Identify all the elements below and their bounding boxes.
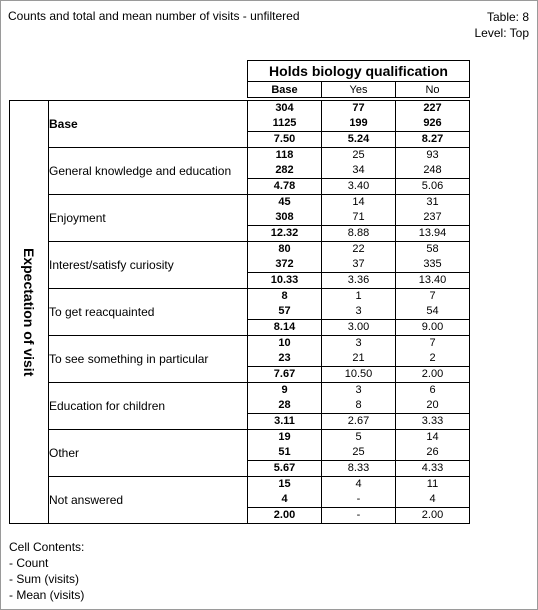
cell-sum: - (356, 493, 361, 505)
cell-count: 25 (352, 149, 365, 161)
row-label: To get reacquainted (49, 289, 248, 336)
row-label: Interest/satisfy curiosity (49, 242, 248, 289)
cell-sum: 248 (423, 164, 442, 176)
cell-sum: 237 (423, 211, 442, 223)
cell-sum: 2 (429, 352, 436, 364)
cell-mean: 2.67 (322, 413, 395, 429)
header-spacer (49, 82, 248, 98)
cell-count: 14 (426, 431, 439, 443)
table-level: Level: Top (474, 26, 529, 40)
cell-count: 6 (429, 384, 436, 396)
cell-mean: 4.78 (248, 178, 321, 194)
table-row (10, 148, 470, 195)
header-spacer (49, 61, 248, 82)
table-info (475, 9, 530, 41)
cell-sum: 3 (355, 305, 362, 317)
cell-sum: 54 (426, 305, 439, 317)
cell-count: 118 (275, 149, 294, 161)
cell-sum: 308 (275, 211, 294, 223)
cell-mean: 2.00 (248, 507, 321, 523)
cell-sum: 335 (423, 258, 442, 270)
cell-mean: 3.00 (322, 319, 395, 335)
row-variable-stub (10, 101, 49, 524)
cell-sum: 372 (275, 258, 294, 270)
table-row (10, 383, 470, 430)
data-cell (322, 101, 396, 148)
row-label: To see something in particular (49, 336, 248, 383)
data-cell (396, 242, 470, 289)
data-cell (248, 195, 322, 242)
data-cell (248, 242, 322, 289)
cell-mean: 13.94 (396, 225, 469, 241)
cell-mean: 8.27 (396, 131, 469, 147)
row-label: General knowledge and education (49, 148, 248, 195)
data-cell (248, 383, 322, 430)
cell-count: 45 (278, 196, 291, 208)
cell-sum: 28 (278, 399, 291, 411)
cell-count: 227 (423, 102, 442, 114)
cell-contents-legend (9, 539, 84, 603)
header-row-columns (10, 82, 470, 98)
cell-sum: 37 (352, 258, 365, 270)
cell-sum: 1125 (272, 117, 297, 129)
cell-mean: 5.24 (322, 131, 395, 147)
cell-mean: 2.00 (396, 507, 469, 523)
cell-count: 77 (352, 102, 365, 114)
cell-count: 80 (278, 243, 291, 255)
cell-mean: 8.88 (322, 225, 395, 241)
table-row (10, 242, 470, 289)
cell-mean: 13.40 (396, 272, 469, 288)
legend-item: - Count (9, 556, 49, 570)
cell-count: 22 (352, 243, 365, 255)
data-cell (248, 148, 322, 195)
column-group-title: Holds biology qualification (248, 61, 470, 82)
crosstab-table (9, 60, 470, 524)
cell-count: 19 (278, 431, 291, 443)
cell-count: 7 (429, 337, 436, 349)
cell-count: 4 (355, 478, 362, 490)
data-cell (322, 242, 396, 289)
cell-sum: 926 (423, 117, 442, 129)
cell-mean: 8.33 (322, 460, 395, 476)
column-header: Base (248, 82, 322, 98)
data-cell (322, 148, 396, 195)
cell-sum: 21 (352, 352, 365, 364)
data-cell (248, 477, 322, 524)
data-cell (322, 383, 396, 430)
cell-count: 15 (278, 478, 291, 490)
cell-count: 8 (281, 290, 288, 302)
row-label: Other (49, 430, 248, 477)
cell-mean: - (322, 507, 395, 523)
cell-mean: 5.06 (396, 178, 469, 194)
data-cell (248, 430, 322, 477)
header-row-group (10, 61, 470, 82)
data-cell (322, 477, 396, 524)
legend-item: - Sum (visits) (9, 572, 79, 586)
legend-heading: Cell Contents: (9, 540, 85, 554)
cell-sum: 20 (426, 399, 439, 411)
cell-mean: 10.50 (322, 366, 395, 382)
cell-count: 10 (278, 337, 291, 349)
column-header: No (396, 82, 470, 98)
cell-count: 304 (275, 102, 294, 114)
cell-count: 58 (426, 243, 439, 255)
data-cell (322, 195, 396, 242)
cell-mean: 7.50 (248, 131, 321, 147)
data-cell (396, 383, 470, 430)
cell-sum: 4 (429, 493, 436, 505)
data-cell (322, 336, 396, 383)
cell-sum: 4 (281, 493, 288, 505)
cell-count: 3 (355, 384, 362, 396)
cell-count: 31 (426, 196, 439, 208)
header-spacer (10, 61, 49, 82)
cell-mean: 3.40 (322, 178, 395, 194)
table-row (10, 336, 470, 383)
cell-mean: 2.00 (396, 366, 469, 382)
row-label: Base (49, 101, 248, 148)
cell-sum: 23 (278, 352, 291, 364)
data-cell (248, 289, 322, 336)
data-cell (396, 430, 470, 477)
cell-sum: 282 (275, 164, 294, 176)
header-spacer (10, 82, 49, 98)
row-label: Education for children (49, 383, 248, 430)
cell-sum: 34 (352, 164, 365, 176)
cell-sum: 25 (352, 446, 365, 458)
cell-count: 7 (429, 290, 436, 302)
table-row (10, 289, 470, 336)
cell-mean: 12.32 (248, 225, 321, 241)
report-title: Counts and total and mean number of visits - unfiltered (8, 9, 300, 23)
cell-count: 5 (355, 431, 362, 443)
data-cell (396, 336, 470, 383)
table-row (10, 195, 470, 242)
cell-count: 9 (281, 384, 288, 396)
cell-sum: 57 (278, 305, 291, 317)
cell-sum: 51 (278, 446, 291, 458)
data-cell (396, 477, 470, 524)
table-row (10, 477, 470, 524)
table-row (10, 101, 470, 148)
data-cell (322, 430, 396, 477)
data-cell (322, 289, 396, 336)
cell-count: 14 (352, 196, 365, 208)
row-variable-label: Expectation of visit (21, 247, 37, 377)
row-label: Not answered (49, 477, 248, 524)
data-cell (396, 101, 470, 148)
cell-mean: 8.14 (248, 319, 321, 335)
legend-item: - Mean (visits) (9, 588, 85, 602)
table-row (10, 430, 470, 477)
cell-count: 11 (426, 478, 439, 490)
data-cell (248, 336, 322, 383)
cell-mean: 5.67 (248, 460, 321, 476)
cell-count: 3 (355, 337, 362, 349)
data-cell (396, 148, 470, 195)
row-label: Enjoyment (49, 195, 248, 242)
cell-mean: 3.11 (248, 413, 321, 429)
data-cell (396, 289, 470, 336)
cell-mean: 7.67 (248, 366, 321, 382)
cell-count: 1 (355, 290, 362, 302)
table-number: Table: 8 (486, 10, 529, 24)
cell-mean: 4.33 (396, 460, 469, 476)
data-cell (396, 195, 470, 242)
cell-sum: 26 (426, 446, 439, 458)
cell-mean: 3.36 (322, 272, 395, 288)
cell-sum: 71 (352, 211, 365, 223)
cell-sum: 8 (355, 399, 362, 411)
cell-mean: 9.00 (396, 319, 469, 335)
cell-count: 93 (426, 149, 439, 161)
cell-sum: 199 (349, 117, 368, 129)
cell-mean: 10.33 (248, 272, 321, 288)
column-header: Yes (322, 82, 396, 98)
data-cell (248, 101, 322, 148)
cell-mean: 3.33 (396, 413, 469, 429)
